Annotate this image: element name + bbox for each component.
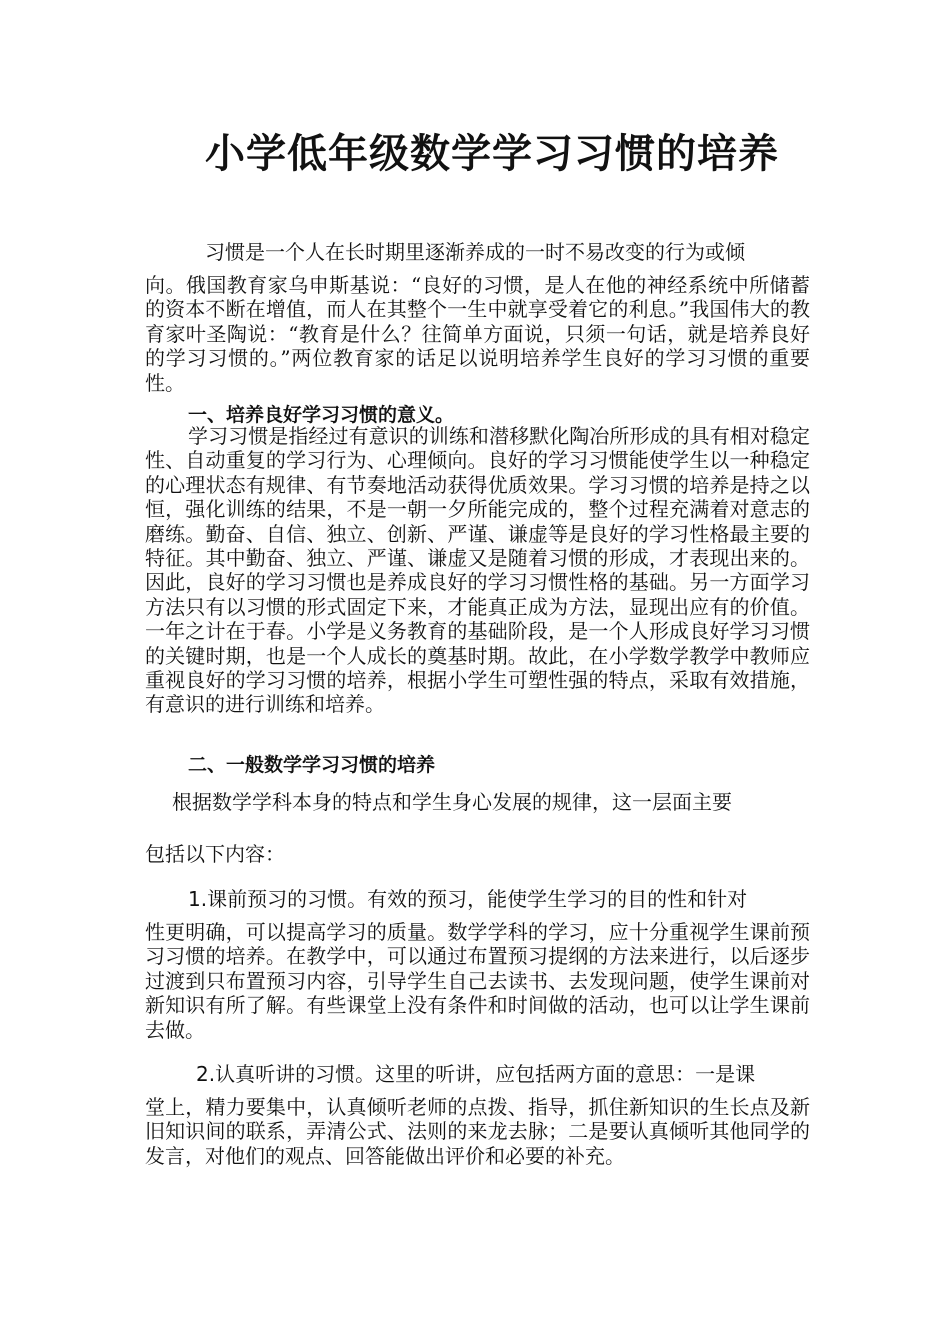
- item-2-paragraph: [145, 1095, 810, 1168]
- section-2-line-2: 包括以下内容：: [145, 842, 285, 866]
- section-2-heading: 二、一般数学学习习惯的培养: [188, 754, 436, 776]
- page-title: 小学低年级数学学习习惯的培养: [205, 131, 779, 177]
- item-1-first-text: 课前预习的习惯。有效的预习，能使学生学习的目的性和针对: [207, 887, 748, 911]
- intro-text: 向。俄国教育家乌申斯基说：“良好的习惯，是人在他的神经系统中所储蓄的资本不断在增值，而人在其整个一生中就享受着它的利息。”我国伟大的教育家叶圣陶说：“教育是什么？往简单方面说，只须一句话，就是培养良好的学习习惯的。”两位教育家的话足以说明培养学生良好的学习习惯的重要性。: [145, 273, 810, 395]
- item-1-text: 性更明确，可以提高学习的质量。数学学科的学习，应十分重视学生课前预习习惯的培养。在教学中，可以通过布置预习提纲的方法来进行，以后逐步过渡到只布置预习内容，引导学生自己去读书、去发现问题，使学生课前对新知识有所了解。有些课堂上没有条件和时间做的活动，也可以让学生课前去做。: [145, 920, 810, 1042]
- item-1-paragraph: [145, 920, 810, 1042]
- item-2-number: 2.: [196, 1062, 216, 1086]
- item-1-number: 1.: [188, 887, 208, 911]
- item-2-first-text: 认真听讲的习惯。这里的听讲，应包括两方面的意思：一是课: [215, 1062, 756, 1086]
- section-2-line-1: 根据数学学科本身的特点和学生身心发展的规律，这一层面主要: [172, 790, 732, 814]
- section-1-heading: 一、培养良好学习习惯的意义。: [188, 404, 455, 426]
- item-2-first-line: [196, 1058, 755, 1087]
- intro-paragraph: [145, 273, 810, 395]
- section-1-text: 学习习惯是指经过有意识的训练和潜移默化陶冶所形成的具有相对稳定性、自动重复的学习行为、心理倾向。良好的学习习惯能使学生以一种稳定的心理状态有规律、有节奏地活动获得优质效果。学习习惯的培养是持之以恒，强化训练的结果，不是一朝一夕所能完成的，整个过程充满着对意志的磨练。勤奋、自信、独立、创新、严谨、谦虚等是良好的学习性格最主要的特征。其中勤奋、独立、严谨、谦虚又是随着习惯的形成，才表现出来的。因此，良好的学习习惯也是养成良好的学习习惯性格的基础。另一方面学习方法只有以习惯的形式固定下来，才能真正成为方法，显现出应有的价值。一年之计在于春。小学是义务教育的基础阶段，是一个人形成良好学习习惯的关键时期，也是一个人成长的奠基时期。故此，在小学数学教学中教师应重视良好的学习习惯的培养，根据小学生可塑性强的特点，采取有效措施，有意识的进行训练和培养。: [145, 424, 810, 717]
- section-1-paragraph: [145, 424, 810, 717]
- intro-first-line: 习惯是一个人在长时期里逐渐养成的一时不易改变的行为或倾: [205, 240, 745, 264]
- item-2-text: 堂上，精力要集中，认真倾听老师的点拨、指导，抓住新知识的生长点及新旧知识间的联系，弄清公式、法则的来龙去脉；二是要认真倾听其他同学的发言，对他们的观点、回答能做出评价和必要的补充。: [145, 1095, 810, 1168]
- item-1-first-line: [188, 883, 747, 912]
